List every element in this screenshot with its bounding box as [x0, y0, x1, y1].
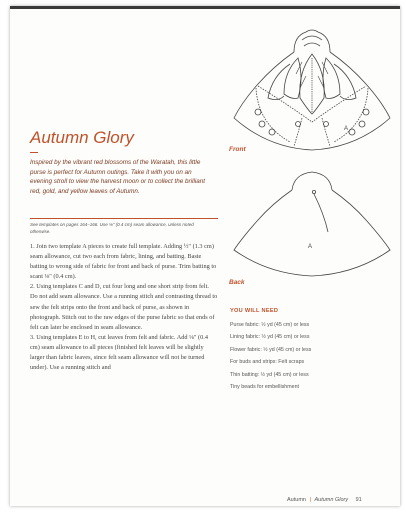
front-template-diagram [228, 14, 398, 162]
materials-item: Flower fabric: ½ yd (45 cm) or less [230, 346, 312, 353]
book-page [10, 6, 400, 506]
back-piece-letter: A [308, 244, 313, 250]
footer-section: Autumn [287, 497, 306, 503]
step-1: 1. Join two template A pieces to create full template. Adding ½" (1.3 cm) seam allowance, cut two each from fabric, lining, and batting. Baste batting to wrong side of fabric for front and back of purse. Trim batting to scant ⅛" (0.4 cm). [30, 243, 217, 281]
back-template-diagram [228, 170, 398, 278]
materials-item: Lining fabric: ½ yd (45 cm) or less [230, 334, 310, 341]
page-title: Autumn Glory [30, 128, 134, 147]
template-note: See templates on pages 164–166. Use ⅛" (0.4 cm) seam allowance, unless noted otherwise. [30, 222, 194, 234]
you-will-need-heading: YOU WILL NEED [230, 308, 279, 314]
page-number: 91 [355, 497, 362, 503]
front-label: Front [229, 146, 246, 153]
materials-item: Purse fabric: ½ yd (45 cm) or less [230, 322, 310, 328]
footer-separator: | [309, 497, 311, 503]
note-rule [30, 218, 218, 219]
top-rule [10, 6, 400, 9]
materials-item: Thin batting: ½ yd (45 cm) or less [230, 371, 309, 378]
back-label: Back [229, 279, 245, 286]
instruction-steps [30, 242, 218, 373]
front-piece-letter: A [344, 126, 349, 132]
materials-list [230, 321, 311, 395]
footer-chapter: Autumn Glory [314, 497, 349, 503]
intro-text: Inspired by the vibrant red blossoms of the Waratah, this little purse is perfect for Autumn outings. Take it with you on an evening stroll to view the harvest moon or to collect the brilliant red, gold, and yellow leaves of Autumn. [30, 159, 206, 195]
page-footer [287, 497, 362, 503]
materials-item: Tiny beads for embellishment [230, 383, 299, 390]
materials-item: For buds and strips: Felt scraps [230, 359, 305, 366]
step-2: 2. Using templates C and D, cut four long and one short strip from felt. Do not add seam allowance. Use a running stitch and contrasting thread to sew the felt strips onto the front and back of purse, as shown in photograph. Stitch out to the raw edges of the purse fabric so that ends of felt can later be enclosed in seam allowance. [30, 283, 218, 331]
step-3: 3. Using templates E to H, cut leaves from felt and fabric. Add ⅛" (0.4 cm) seam allowance to all pieces (finished felt leaves will be slightly larger than fabric leaves, since felt seam allowance will not be turned under). Use a running stitch and [30, 333, 208, 372]
title-rule [30, 152, 38, 153]
